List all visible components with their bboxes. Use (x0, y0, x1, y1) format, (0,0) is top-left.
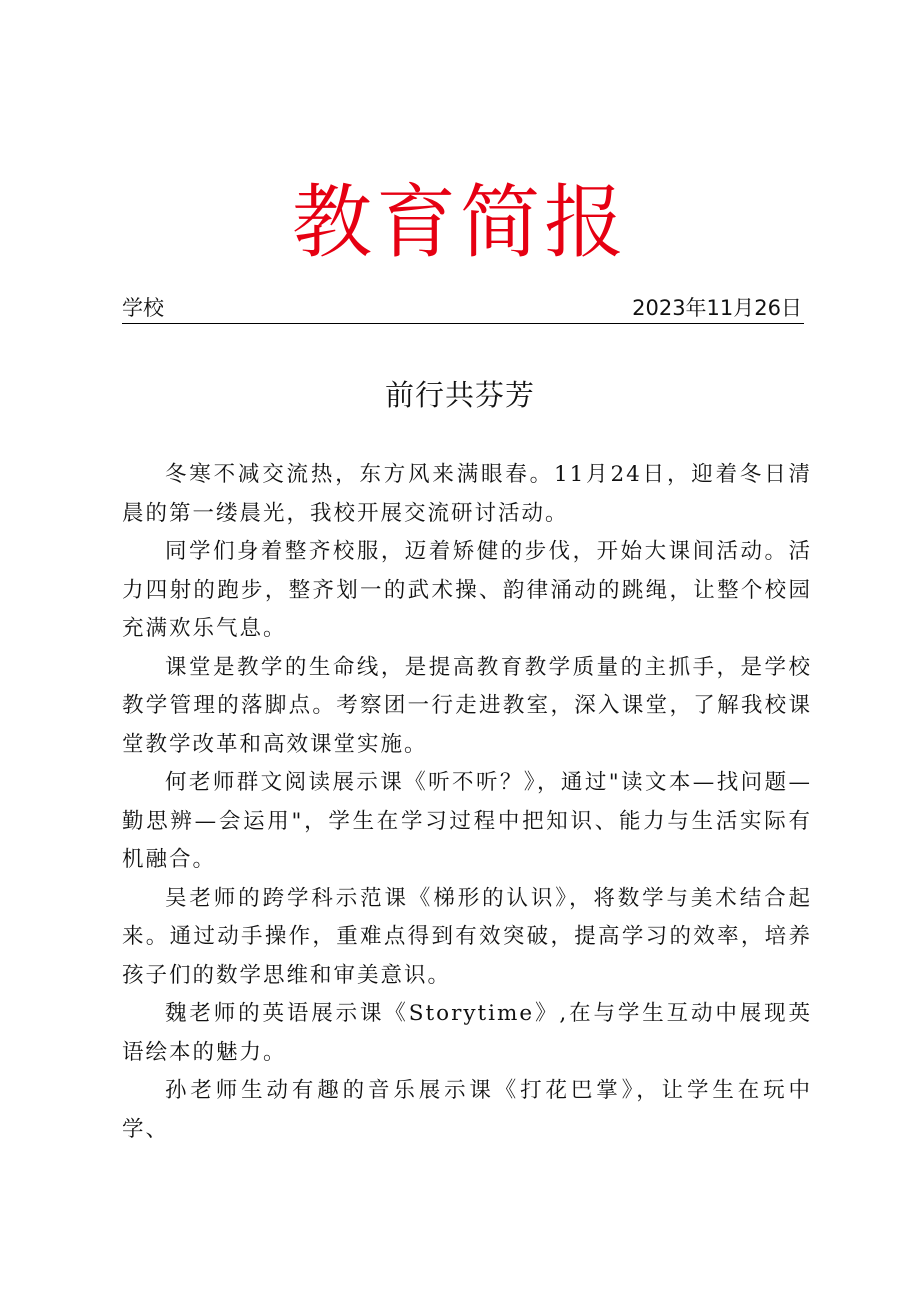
paragraph: 魏老师的英语展示课《Storytime》,在与学生互动中展现英语绘本的魅力。 (122, 1001, 812, 1065)
issue-date: 2023年11月26日 (632, 296, 802, 320)
newsletter-masthead: 教育简报 (292, 176, 628, 269)
paragraph: 冬寒不减交流热，东方风来满眼春。11月24日，迎着冬日清晨的第一缕晨光，我校开展交流研讨活动。 (122, 462, 812, 526)
school-label: 学校 (122, 296, 164, 320)
paragraph: 吴老师的跨学科示范课《梯形的认识》，将数学与美术结合起来。通过动手操作，重难点得到有效突破，提高学习的效率，培养孩子们的数学思维和审美意识。 (122, 885, 812, 988)
paragraph: 同学们身着整齐校服，迈着矫健的步伐，开始大课间活动。活力四射的跑步，整齐划一的武术操、韵律涌动的跳绳，让整个校园充满欢乐气息。 (122, 539, 812, 641)
paragraph: 课堂是教学的生命线，是提高教育教学质量的主抓手，是学校教学管理的落脚点。考察团一行走进教室，深入课堂，了解我校课堂教学改革和高效课堂实施。 (122, 654, 812, 757)
article-title: 前行共芬芳 (384, 378, 535, 412)
paragraph: 何老师群文阅读展示课《听不听？》，通过"读文本—找问题—勤思辨—会运用"，学生在学习过程中把知识、能力与生活实际有机融合。 (122, 770, 812, 872)
paragraph: 孙老师生动有趣的音乐展示课《打花巴掌》，让学生在玩中学、 (122, 1078, 812, 1142)
article-body (122, 456, 812, 1149)
header-info-line (122, 293, 804, 324)
